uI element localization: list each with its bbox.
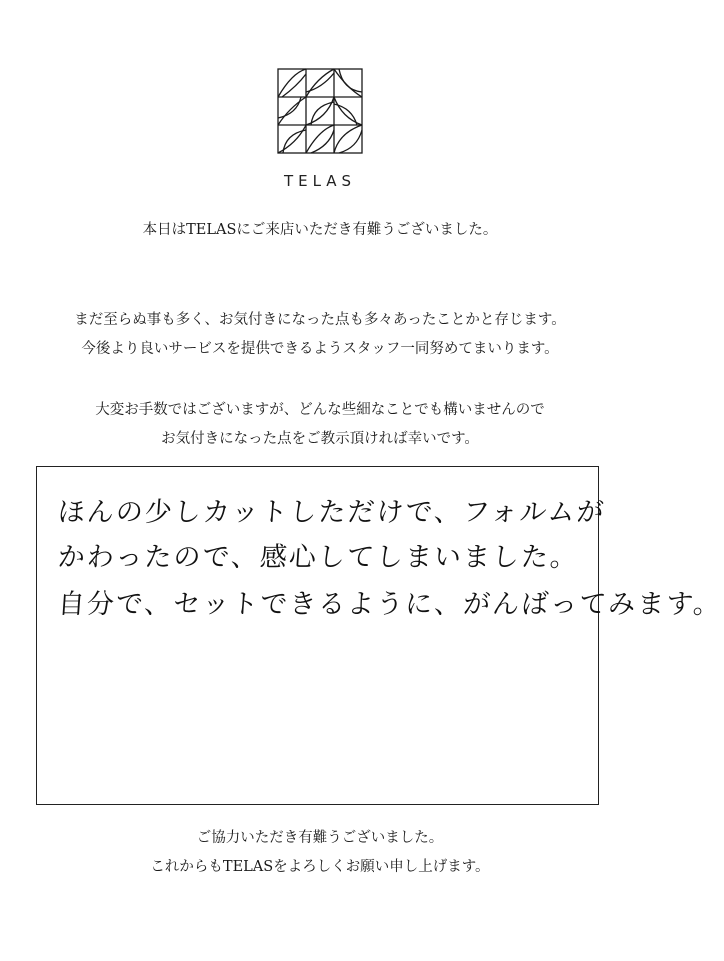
handwritten-comment-line-3: 自分で、セットできるように、がんばってみます。 bbox=[56, 589, 724, 620]
body-text-line-1: まだ至らぬ事も多く、お気付きになった点も多々あったことかと存じます。 bbox=[74, 312, 566, 328]
telas-logo-icon bbox=[277, 68, 363, 154]
request-text-line-2: お気付きになった点をご教示頂ければ幸いです。 bbox=[161, 431, 479, 447]
greeting-text: 本日はTELASにご来店いただき有難うございました。 bbox=[142, 222, 498, 238]
brand-name: TELAS bbox=[283, 172, 357, 190]
handwritten-comment-line-1: ほんの少しカットしただけで、フォルムが bbox=[56, 497, 607, 528]
closing-text: これからもTELASをよろしくお願い申し上げます。 bbox=[150, 859, 490, 875]
thanks-text: ご協力いただき有難うございました。 bbox=[196, 830, 444, 846]
handwritten-comment-line-2: かわったので、感心してしまいました。 bbox=[56, 542, 581, 573]
request-text-line-1: 大変お手数ではございますが、どんな些細なことでも構いませんので bbox=[95, 402, 545, 418]
body-text-line-2: 今後より良いサービスを提供できるようスタッフ一同努めてまいります。 bbox=[81, 341, 559, 357]
